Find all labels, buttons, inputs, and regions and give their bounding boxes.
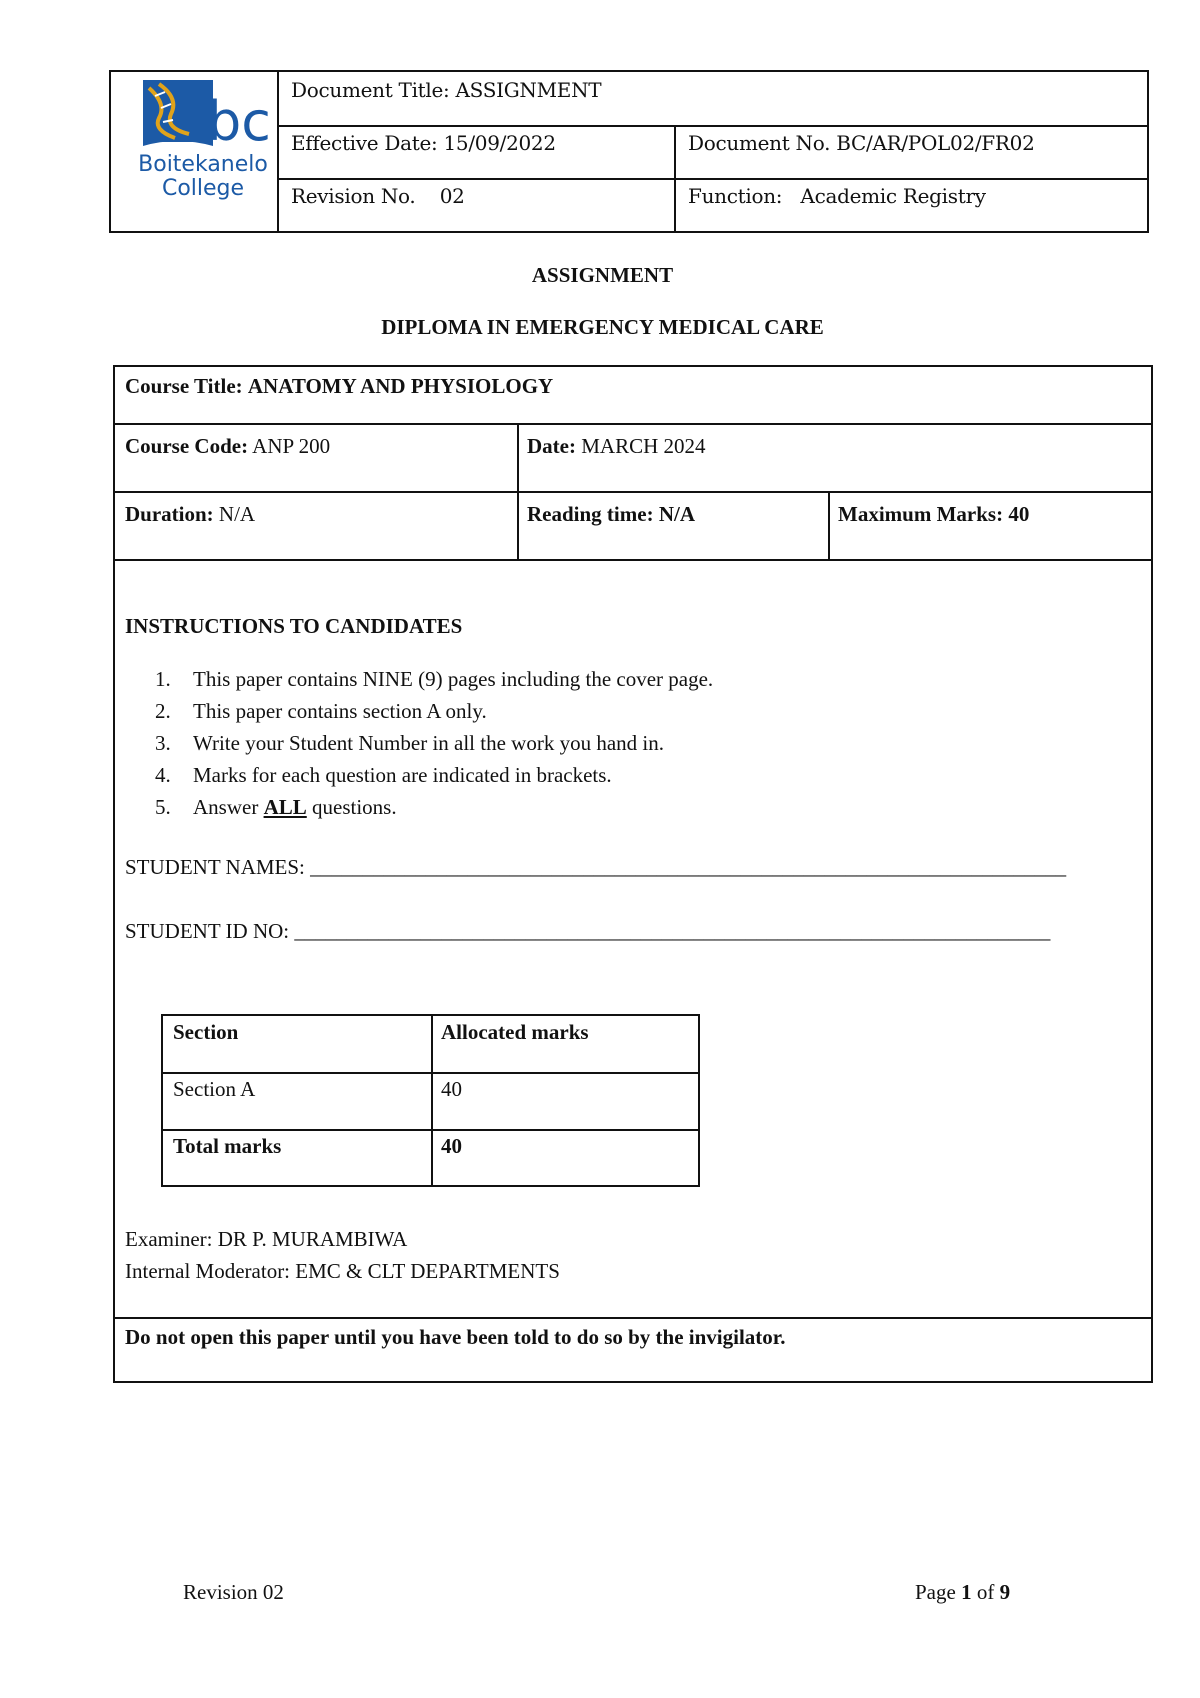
student-names-line[interactable]: ________________________________________________________________________: [310, 855, 1067, 879]
page-subtitle: DIPLOMA IN EMERGENCY MEDICAL CARE: [381, 315, 824, 339]
instruction-number: 3.: [155, 731, 171, 755]
course-title-label: Course Title:: [125, 374, 243, 398]
table-row-section: Section A: [173, 1077, 256, 1101]
instruction-number: 4.: [155, 763, 171, 787]
page-label: Page: [915, 1580, 956, 1604]
instruction-emphasis: ALL: [263, 795, 307, 819]
instruction-item: [155, 667, 713, 692]
student-names-field[interactable]: [125, 855, 1066, 880]
duration-value: N/A: [218, 502, 256, 526]
document-title: Document Title: ASSIGNMENT: [291, 78, 602, 102]
revision-value: 02: [439, 184, 465, 208]
instruction-text: Marks for each question are indicated in brackets.: [193, 763, 612, 787]
instruction-text: Write your Student Number in all the work you hand in.: [193, 731, 664, 755]
instruction-item: [155, 795, 397, 820]
course-title: [125, 374, 553, 399]
instruction-item: [155, 731, 664, 756]
table-row-marks: 40: [441, 1077, 462, 1101]
course-code-value: ANP 200: [252, 434, 331, 458]
table-row-total-value: 40: [441, 1134, 462, 1158]
instructions-heading: INSTRUCTIONS TO CANDIDATES: [125, 614, 463, 638]
function: [688, 184, 986, 208]
reading-time-label: Reading time:: [527, 502, 654, 526]
document-number: Document No. BC/AR/POL02/FR02: [688, 131, 1035, 155]
course-code: [125, 434, 330, 459]
effective-date: Effective Date: 15/09/2022: [291, 131, 556, 155]
invigilator-notice: Do not open this paper until you have been told to do so by the invigilator.: [125, 1325, 786, 1349]
divider: [517, 423, 519, 559]
examiner: Examiner: DR P. MURAMBIWA: [125, 1227, 408, 1251]
marks-header-allocated: Allocated marks: [441, 1020, 589, 1044]
logo-name-line2: College: [161, 176, 245, 201]
instruction-text-after: questions.: [306, 795, 397, 819]
page-number: [915, 1580, 1010, 1605]
internal-moderator: Internal Moderator: EMC & CLT DEPARTMENTS: [125, 1259, 560, 1283]
reading-time: [527, 502, 695, 527]
revision-label: Revision No.: [291, 184, 416, 208]
maximum-marks-value: 40: [1008, 502, 1030, 526]
maximum-marks: [838, 502, 1029, 527]
document-control-header: [109, 70, 1149, 233]
reading-time-value: N/A: [658, 502, 695, 526]
logo-name-line1: Boitekanelo: [138, 152, 268, 177]
instruction-item: [155, 763, 612, 788]
page-current: 1: [961, 1580, 972, 1604]
instruction-item: [155, 699, 487, 724]
instruction-number: 1.: [155, 667, 171, 691]
college-logo: [119, 74, 271, 204]
date-label: Date:: [527, 434, 576, 458]
page-of: of: [976, 1580, 995, 1604]
divider: [277, 178, 1147, 180]
maximum-marks-label: Maximum Marks:: [838, 502, 1004, 526]
cover-table: [113, 365, 1153, 1383]
divider: [115, 559, 1151, 561]
marks-table: [161, 1014, 700, 1187]
footer-revision: Revision 02: [183, 1580, 284, 1604]
instruction-number: 2.: [155, 699, 171, 723]
divider: [277, 125, 1147, 127]
student-names-label: STUDENT NAMES:: [125, 855, 305, 879]
course-code-label: Course Code:: [125, 434, 249, 458]
function-value: Academic Registry: [800, 184, 986, 208]
duration-label: Duration:: [125, 502, 214, 526]
svg-text:bc: bc: [207, 90, 271, 153]
date-value: MARCH 2024: [581, 434, 706, 458]
student-id-field[interactable]: [125, 919, 1050, 944]
divider: [828, 491, 830, 559]
course-title-value: ANATOMY AND PHYSIOLOGY: [247, 374, 554, 398]
divider: [115, 491, 1151, 493]
function-label: Function:: [688, 184, 783, 208]
exam-date: [527, 434, 706, 459]
table-row-total-label: Total marks: [173, 1134, 282, 1158]
page-total: 9: [999, 1580, 1011, 1604]
logo-mark-icon: [119, 74, 271, 154]
instruction-text-before: Answer: [193, 795, 264, 819]
student-id-label: STUDENT ID NO:: [125, 919, 290, 943]
duration: [125, 502, 255, 527]
instruction-number: 5.: [155, 795, 171, 819]
instruction-text: This paper contains NINE (9) pages including the cover page.: [193, 667, 714, 691]
divider: [431, 1016, 433, 1185]
student-id-line[interactable]: ________________________________________________________________________: [294, 919, 1051, 943]
revision-number: [291, 184, 465, 208]
divider: [115, 1317, 1151, 1319]
marks-header-section: Section: [173, 1020, 239, 1044]
divider: [115, 423, 1151, 425]
page-title: ASSIGNMENT: [531, 263, 674, 287]
instruction-text: This paper contains section A only.: [193, 699, 487, 723]
